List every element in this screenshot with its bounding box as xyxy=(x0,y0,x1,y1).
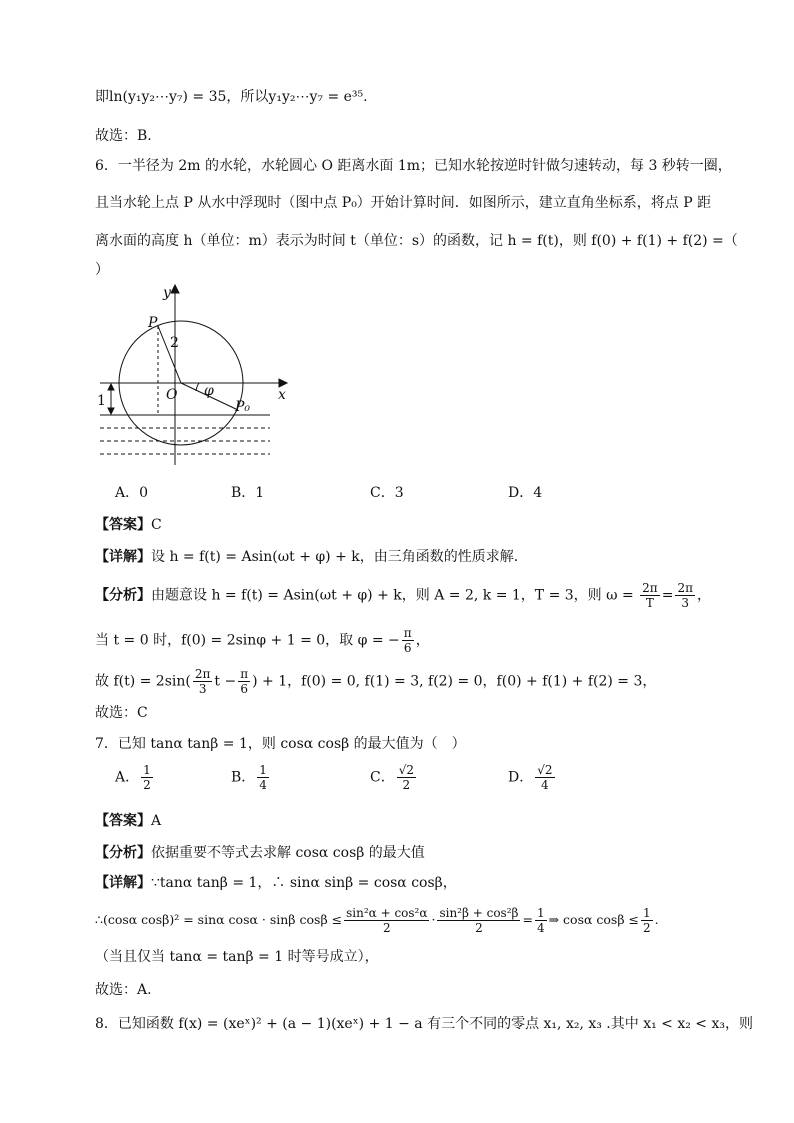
q6-stem-line3: 离水面的高度 h（单位：m）表示为时间 t（单位：s）的函数，记 h = f(t)，则 f(0) + f(1) + f(2) =（ xyxy=(95,233,738,249)
p0-label: P₀ xyxy=(235,399,251,415)
q7-answer-tag: 【答案】 xyxy=(95,813,151,829)
q6-sol-frac1: $\frac{2\pi}{3}$ xyxy=(194,667,211,696)
x-label: x xyxy=(278,387,286,403)
q7-ineq-frac3: $\frac{1}{4}$ xyxy=(536,906,545,935)
q7-inequality: ∴(cosα cosβ)² = sinα cosα · sinβ cosβ ≤ $\frac{\text{sin²α + cos²α}}{2}$ · $\frac{\text{sin²β + cos²β}}{2}$ = $\frac{1}{4}$ ⇒ cosα cosβ ≤ $\frac{1}{2}$ . xyxy=(95,906,659,935)
q7-option-c: C． $\frac{√2}{2}$ xyxy=(370,763,414,792)
q6-omega-frac1: $\frac{2\pi}{T}$ xyxy=(642,581,658,610)
q6-solution-c: ) + 1，f(0) = 0, f(1) = 3, f(2) = 0，f(0) + f(1) + f(2) = 3， xyxy=(252,673,657,690)
y-label: y xyxy=(163,285,171,301)
q6-analysis: 【分析】由题意设 h = f(t) = Asin(ωt + φ) + k，则 A = 2, k = 1，T = 3，则 ω = $\frac{2\pi}{T}$ = $\frac{2\pi}{3}$ ， xyxy=(95,581,711,610)
q7-choice: 故选：A. xyxy=(95,982,152,998)
q6-sol-frac2: $\frac{\pi}{6}$ xyxy=(240,667,249,696)
q7-detail-text: ∵tanα tanβ = 1，∴ sinα sinβ = cosα cosβ， xyxy=(151,875,457,891)
q6-solution: 故 f(t) = 2sin( $\frac{2\pi}{3}$ t − $\frac{\pi}{6}$ ) + 1，f(0) = 0, f(1) = 3, f(2) = 0，f(0) + f(1) + f(2) = 3， xyxy=(95,667,657,696)
q6-stem-line2: 且当水轮上点 P 从水中浮现时（图中点 P₀）开始计算时间．如图所示，建立直角坐标系，将点 P 距 xyxy=(95,195,712,211)
x-axis-arrow xyxy=(279,379,287,387)
q7-option-a: A． $\frac{1}{2}$ xyxy=(115,763,151,792)
q6-analysis-tag: 【分析】 xyxy=(95,587,151,604)
q6-option-a: A．0 xyxy=(115,485,149,501)
q7-ineq-frac4: $\frac{1}{2}$ xyxy=(643,906,651,935)
q6-option-d: D．4 xyxy=(508,485,543,501)
q7-ineq-text: ∴(cosα cosβ)² = sinα cosα · sinβ cosβ ≤ xyxy=(95,912,343,927)
q6-stem-line1: 6．一半径为 2m 的水轮，水轮圆心 O 距离水面 1m；已知水轮按逆时针做匀速转动，每 3 秒转一圈， xyxy=(95,158,732,174)
p-label: P xyxy=(148,315,158,331)
phi-label: φ xyxy=(204,383,214,399)
height-label: 1 xyxy=(97,393,106,409)
q7-analysis-text: 依据重要不等式去求解 cosα cosβ 的最大值 xyxy=(151,845,425,861)
q6-solution-a: 故 f(t) = 2sin( xyxy=(95,673,191,690)
q7-stem: 7．已知 tanα tanβ = 1，则 cosα cosβ 的最大值为（ ） xyxy=(95,736,466,752)
q6-analysis-text: 由题意设 h = f(t) = Asin(ωt + φ) + k，则 A = 2, k = 1，T = 3，则 ω = xyxy=(151,587,634,604)
header-line: 即ln(y₁y₂⋯y₇) = 35，所以y₁y₂⋯y₇ = e³⁵. xyxy=(95,89,368,105)
q8-stem: 8．已知函数 f(x) = (xeˣ)² + (a − 1)(xeˣ) + 1 − a 有三个不同的零点 x₁, x₂, x₃ .其中 x₁ < x₂ < x₃，则 xyxy=(95,1016,753,1032)
q7-ineq-frac2: $\frac{\text{sin²β + cos²β}}{2}$ xyxy=(439,906,519,935)
q6-option-c: C．3 xyxy=(370,485,404,501)
q6-choice: 故选：C xyxy=(95,705,148,721)
origin-label: O xyxy=(166,387,178,403)
q6-detail xyxy=(95,548,528,566)
q6-stem-line4: ） xyxy=(95,262,109,278)
q6-detail-tag: 【详解】 xyxy=(95,549,151,565)
q7-equality: （当且仅当 tanα = tanβ = 1 时等号成立）， xyxy=(95,949,379,965)
q6-when-text: 当 t = 0 时，f(0) = 2sinφ + 1 = 0，取 φ = − xyxy=(95,632,400,649)
q6-option-b: B．1 xyxy=(231,485,265,501)
q6-when: 当 t = 0 时，f(0) = 2sinφ + 1 = 0，取 φ = − $\frac{\pi}{6}$ ， xyxy=(95,626,430,655)
q6-answer xyxy=(95,516,162,534)
q7-analysis xyxy=(95,844,425,862)
phi-arc xyxy=(196,383,199,391)
q7-answer xyxy=(95,812,161,830)
radius-label: 2 xyxy=(170,335,179,351)
q6-answer-value: C xyxy=(151,517,162,533)
q7-answer-value: A xyxy=(151,813,162,829)
q6-phi-frac: $\frac{\pi}{6}$ xyxy=(403,626,412,655)
height-arrow-down xyxy=(108,408,114,414)
q6-omega-frac2: $\frac{2\pi}{3}$ xyxy=(677,581,693,610)
y-axis-arrow xyxy=(171,285,179,293)
q7-ineq-frac1: $\frac{\text{sin²α + cos²α}}{2}$ xyxy=(346,906,428,935)
q7-analysis-tag: 【分析】 xyxy=(95,845,151,861)
q7-detail xyxy=(95,874,457,892)
q7-option-d: D． $\frac{√2}{4}$ xyxy=(508,763,553,792)
q6-answer-tag: 【答案】 xyxy=(95,517,151,533)
height-arrow-up xyxy=(108,384,114,390)
q7-option-b: B． $\frac{1}{4}$ xyxy=(231,763,267,792)
q7-detail-tag: 【详解】 xyxy=(95,875,151,891)
q6-detail-text: 设 h = f(t) = Asin(ωt + φ) + k，由三角函数的性质求解． xyxy=(151,549,528,565)
water-wheel-diagram xyxy=(95,283,295,468)
prev-choice: 故选：B. xyxy=(95,128,152,144)
